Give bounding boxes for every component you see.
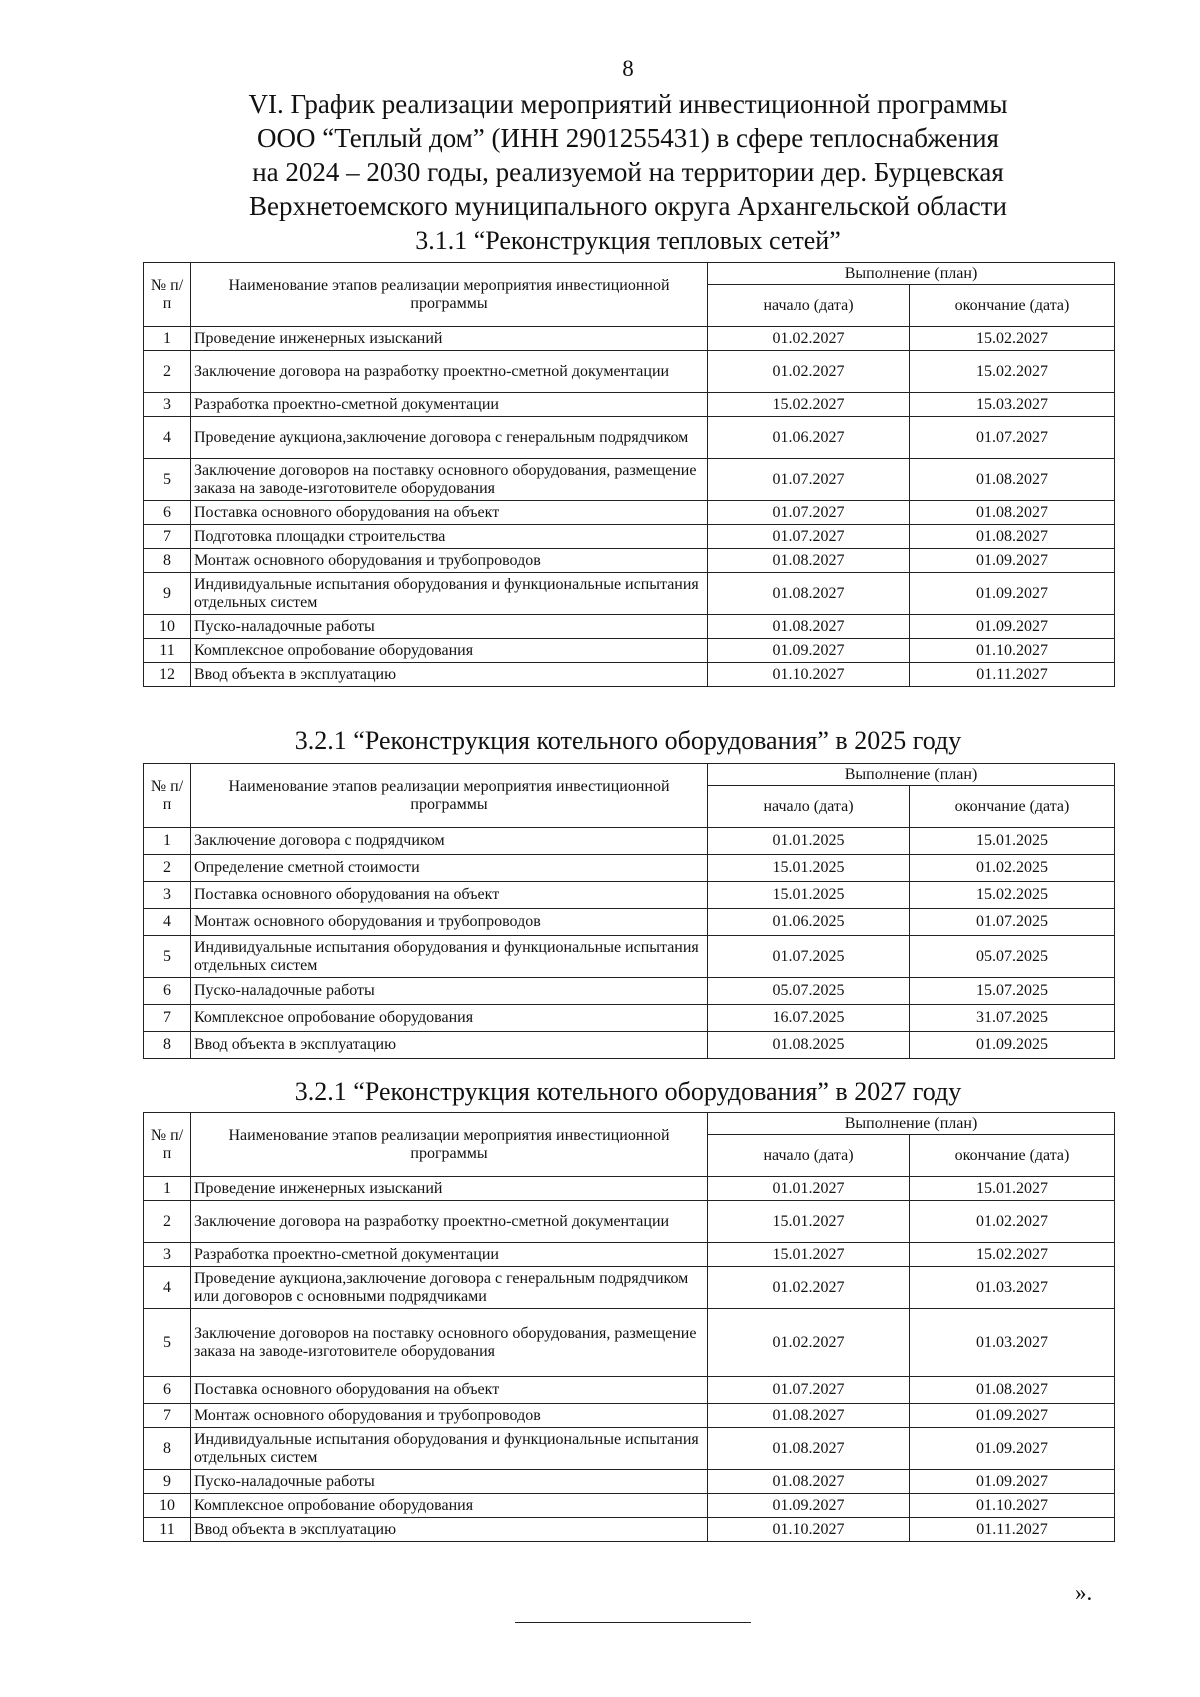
start-date: 01.08.2027 (708, 1470, 910, 1494)
table-row (144, 639, 1115, 663)
start-date: 01.02.2027 (708, 1309, 910, 1377)
stage-name: Поставка основного оборудования на объект (191, 1377, 708, 1404)
schedule-table (143, 262, 1115, 687)
row-number: 3 (144, 393, 191, 417)
start-date: 01.07.2027 (708, 459, 910, 501)
start-date: 01.08.2027 (708, 549, 910, 573)
table-row (144, 1267, 1115, 1309)
start-date: 01.02.2027 (708, 351, 910, 393)
start-date: 01.10.2027 (708, 663, 910, 687)
start-date: 01.08.2027 (708, 615, 910, 639)
header-name: Наименование этапов реализации мероприятия инвестиционной программы (191, 764, 708, 828)
start-date: 01.01.2025 (708, 828, 910, 855)
table-row (144, 351, 1115, 393)
section-title: 3.2.1 “Реконструкция котельного оборудования” в 2027 году (294, 1077, 962, 1106)
row-number: 8 (144, 1032, 191, 1059)
start-date: 01.08.2027 (708, 1428, 910, 1470)
table-row (144, 327, 1115, 351)
table-row (144, 393, 1115, 417)
start-date: 01.07.2027 (708, 501, 910, 525)
stage-name: Определение сметной стоимости (191, 855, 708, 882)
start-date: 01.02.2027 (708, 327, 910, 351)
table-row (144, 501, 1115, 525)
stage-name: Проведение инженерных изысканий (191, 1177, 708, 1201)
end-date: 05.07.2025 (910, 936, 1115, 978)
header-start: начало (дата) (708, 1135, 910, 1177)
row-number: 1 (144, 1177, 191, 1201)
header-end: окончание (дата) (910, 1135, 1115, 1177)
end-date: 01.09.2027 (910, 549, 1115, 573)
start-date: 01.01.2027 (708, 1177, 910, 1201)
row-number: 4 (144, 909, 191, 936)
start-date: 01.08.2027 (708, 573, 910, 615)
stage-name: Проведение аукциона,заключение договора с генеральным подрядчиком (191, 417, 708, 459)
start-date: 15.01.2025 (708, 882, 910, 909)
stage-name: Проведение аукциона,заключение договора с генеральным подрядчиком или договоров с основными подрядчиками (191, 1267, 708, 1309)
table-row (144, 1032, 1115, 1059)
end-date: 01.08.2027 (910, 459, 1115, 501)
start-date: 16.07.2025 (708, 1005, 910, 1032)
start-date: 01.02.2027 (708, 1267, 910, 1309)
section-title: 3.1.1 “Реконструкция тепловых сетей” (415, 226, 841, 255)
table-row (144, 573, 1115, 615)
stage-name: Ввод объекта в эксплуатацию (191, 1032, 708, 1059)
row-number: 6 (144, 1377, 191, 1404)
header-end: окончание (дата) (910, 285, 1115, 327)
document-heading (0, 87, 1200, 223)
schedule-table (143, 1112, 1115, 1542)
row-number: 5 (144, 1309, 191, 1377)
start-date: 01.08.2027 (708, 1404, 910, 1428)
end-date: 01.09.2027 (910, 1470, 1115, 1494)
table-row (144, 663, 1115, 687)
table-row (144, 549, 1115, 573)
row-number: 3 (144, 882, 191, 909)
stage-name: Комплексное опробование оборудования (191, 639, 708, 663)
header-num: № п/п (144, 764, 191, 828)
stage-name: Комплексное опробование оборудования (191, 1494, 708, 1518)
end-date: 15.02.2027 (910, 1243, 1115, 1267)
stage-name: Ввод объекта в эксплуатацию (191, 1518, 708, 1542)
row-number: 2 (144, 1201, 191, 1243)
stage-name: Индивидуальные испытания оборудования и функциональные испытания отдельных систем (191, 1428, 708, 1470)
table-row (144, 1428, 1115, 1470)
end-date: 01.09.2027 (910, 1428, 1115, 1470)
row-number: 7 (144, 1005, 191, 1032)
table-row (144, 1309, 1115, 1377)
header-execution: Выполнение (план) (708, 1113, 1115, 1135)
end-date: 01.09.2025 (910, 1032, 1115, 1059)
header-execution: Выполнение (план) (708, 764, 1115, 786)
table-row (144, 828, 1115, 855)
table-row (144, 1404, 1115, 1428)
heading-line: на 2024 – 2030 годы, реализуемой на территории дер. Бурцевская (252, 157, 1004, 187)
row-number: 11 (144, 1518, 191, 1542)
row-number: 1 (144, 327, 191, 351)
end-date: 01.08.2027 (910, 1377, 1115, 1404)
row-number: 10 (144, 615, 191, 639)
start-date: 01.06.2025 (708, 909, 910, 936)
closing-quote: ». (1075, 1580, 1093, 1605)
end-date: 01.02.2027 (910, 1201, 1115, 1243)
row-number: 4 (144, 1267, 191, 1309)
schedule-table (143, 763, 1115, 1059)
table-row (144, 1243, 1115, 1267)
stage-name: Пуско-наладочные работы (191, 978, 708, 1005)
header-start: начало (дата) (708, 786, 910, 828)
stage-name: Проведение инженерных изысканий (191, 327, 708, 351)
start-date: 15.01.2025 (708, 855, 910, 882)
end-date: 15.07.2025 (910, 978, 1115, 1005)
section-title: 3.2.1 “Реконструкция котельного оборудования” в 2025 году (294, 726, 962, 755)
header-start: начало (дата) (708, 285, 910, 327)
end-date: 01.03.2027 (910, 1267, 1115, 1309)
row-number: 6 (144, 978, 191, 1005)
stage-name: Заключение договора на разработку проектно-сметной документации (191, 351, 708, 393)
row-number: 7 (144, 1404, 191, 1428)
table-row (144, 1201, 1115, 1243)
stage-name: Поставка основного оборудования на объект (191, 501, 708, 525)
end-date: 01.10.2027 (910, 639, 1115, 663)
stage-name: Монтаж основного оборудования и трубопроводов (191, 549, 708, 573)
end-date: 01.09.2027 (910, 1404, 1115, 1428)
stage-name: Пуско-наладочные работы (191, 1470, 708, 1494)
stage-name: Монтаж основного оборудования и трубопроводов (191, 909, 708, 936)
table-row (144, 1005, 1115, 1032)
stage-name: Подготовка площадки строительства (191, 525, 708, 549)
end-date: 01.08.2027 (910, 501, 1115, 525)
row-number: 3 (144, 1243, 191, 1267)
end-date: 15.02.2025 (910, 882, 1115, 909)
header-end: окончание (дата) (910, 786, 1115, 828)
header-name: Наименование этапов реализации мероприятия инвестиционной программы (191, 1113, 708, 1177)
stage-name: Комплексное опробование оборудования (191, 1005, 708, 1032)
row-number: 9 (144, 573, 191, 615)
footer-divider (515, 1622, 751, 1623)
row-number: 4 (144, 417, 191, 459)
stage-name: Индивидуальные испытания оборудования и функциональные испытания отдельных систем (191, 573, 708, 615)
table-row (144, 1470, 1115, 1494)
end-date: 01.07.2027 (910, 417, 1115, 459)
table-row (144, 1494, 1115, 1518)
start-date: 01.10.2027 (708, 1518, 910, 1542)
table-row (144, 417, 1115, 459)
row-number: 1 (144, 828, 191, 855)
end-date: 01.03.2027 (910, 1309, 1115, 1377)
table-row (144, 1518, 1115, 1542)
stage-name: Разработка проектно-сметной документации (191, 1243, 708, 1267)
heading-line: ООО “Теплый дом” (ИНН 2901255431) в сфере теплоснабжения (257, 123, 999, 153)
end-date: 15.03.2027 (910, 393, 1115, 417)
start-date: 01.07.2027 (708, 525, 910, 549)
row-number: 10 (144, 1494, 191, 1518)
stage-name: Заключение договоров на поставку основного оборудования, размещение заказа на заводе-изготовителе оборудования (191, 1309, 708, 1377)
start-date: 15.02.2027 (708, 393, 910, 417)
end-date: 01.09.2027 (910, 615, 1115, 639)
start-date: 01.08.2025 (708, 1032, 910, 1059)
row-number: 12 (144, 663, 191, 687)
start-date: 01.06.2027 (708, 417, 910, 459)
table-row (144, 525, 1115, 549)
row-number: 6 (144, 501, 191, 525)
row-number: 9 (144, 1470, 191, 1494)
header-num: № п/п (144, 263, 191, 327)
start-date: 01.09.2027 (708, 1494, 910, 1518)
header-name: Наименование этапов реализации мероприятия инвестиционной программы (191, 263, 708, 327)
end-date: 01.07.2025 (910, 909, 1115, 936)
end-date: 01.11.2027 (910, 1518, 1115, 1542)
end-date: 15.01.2027 (910, 1177, 1115, 1201)
end-date: 31.07.2025 (910, 1005, 1115, 1032)
end-date: 01.08.2027 (910, 525, 1115, 549)
stage-name: Ввод объекта в эксплуатацию (191, 663, 708, 687)
table-row (144, 978, 1115, 1005)
start-date: 01.07.2025 (708, 936, 910, 978)
end-date: 01.11.2027 (910, 663, 1115, 687)
row-number: 8 (144, 1428, 191, 1470)
stage-name: Заключение договоров на поставку основного оборудования, размещение заказа на заводе-изготовителе оборудования (191, 459, 708, 501)
heading-line: Верхнетоемского муниципального округа Архангельской области (249, 191, 1007, 221)
table-row (144, 909, 1115, 936)
table-row (144, 459, 1115, 501)
stage-name: Заключение договора с подрядчиком (191, 828, 708, 855)
header-execution: Выполнение (план) (708, 263, 1115, 285)
start-date: 01.09.2027 (708, 639, 910, 663)
table-row (144, 615, 1115, 639)
start-date: 01.07.2027 (708, 1377, 910, 1404)
row-number: 11 (144, 639, 191, 663)
stage-name: Индивидуальные испытания оборудования и функциональные испытания отдельных систем (191, 936, 708, 978)
table-row (144, 1177, 1115, 1201)
stage-name: Заключение договора на разработку проектно-сметной документации (191, 1201, 708, 1243)
end-date: 01.10.2027 (910, 1494, 1115, 1518)
row-number: 8 (144, 549, 191, 573)
end-date: 01.02.2025 (910, 855, 1115, 882)
start-date: 15.01.2027 (708, 1243, 910, 1267)
stage-name: Разработка проектно-сметной документации (191, 393, 708, 417)
start-date: 15.01.2027 (708, 1201, 910, 1243)
row-number: 2 (144, 855, 191, 882)
table-row (144, 1377, 1115, 1404)
stage-name: Монтаж основного оборудования и трубопроводов (191, 1404, 708, 1428)
table-row (144, 882, 1115, 909)
end-date: 15.02.2027 (910, 327, 1115, 351)
heading-line: VI. График реализации мероприятий инвестиционной программы (248, 89, 1008, 119)
end-date: 15.01.2025 (910, 828, 1115, 855)
header-num: № п/п (144, 1113, 191, 1177)
row-number: 2 (144, 351, 191, 393)
end-date: 15.02.2027 (910, 351, 1115, 393)
end-date: 01.09.2027 (910, 573, 1115, 615)
table-row (144, 936, 1115, 978)
row-number: 5 (144, 936, 191, 978)
row-number: 5 (144, 459, 191, 501)
start-date: 05.07.2025 (708, 978, 910, 1005)
row-number: 7 (144, 525, 191, 549)
stage-name: Пуско-наладочные работы (191, 615, 708, 639)
stage-name: Поставка основного оборудования на объект (191, 882, 708, 909)
page-number: 8 (622, 56, 634, 81)
table-row (144, 855, 1115, 882)
